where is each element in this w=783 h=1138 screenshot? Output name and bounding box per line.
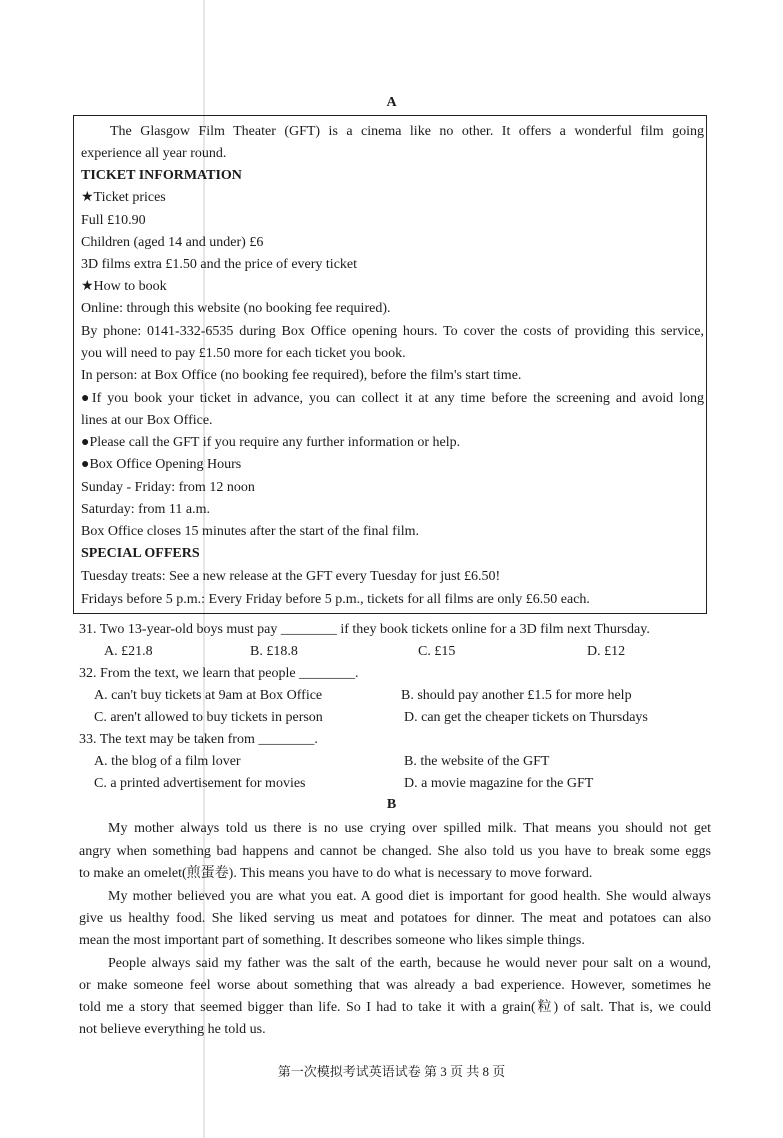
passage-a-line: Tuesday treats: See a new release at the GFT every Tuesday for just £6.50! [81,569,501,584]
question-33-option-a: A. the blog of a film lover [94,754,241,769]
passage-b-line: mean the most important part of something. It describes someone who likes simple things. [79,933,585,948]
question-32-option-a: A. can't buy tickets at 9am at Box Office [94,688,323,703]
passage-b-line: give us healthy food. She liked serving us meat and potatoes for dinner. The meat and potatoes can also [79,911,711,926]
passage-b-line: My mother always told us there is no use crying over spilled milk. That means you should not get [108,821,711,836]
question-33-option-c: C. a printed advertisement for movies [94,776,306,791]
question-31-stem: 31. Two 13-year-old boys must pay ________ if they book tickets online for a 3D film next Thursday. [79,622,650,637]
passage-a-line: Fridays before 5 p.m.: Every Friday before 5 p.m., tickets for all films are only £6.50 each. [81,592,590,607]
question-33-option-d: D. a movie magazine for the GFT [404,776,594,791]
passage-b-line: My mother believed you are what you eat. A good diet is important for good health. She would always [108,889,711,904]
passage-a-line: Box Office closes 15 minutes after the start of the final film. [81,524,419,539]
question-33-option-b: B. the website of the GFT [404,754,550,769]
passage-b-line: People always said my father was the salt of the earth, because he would never pour salt on a wound, [108,956,711,971]
question-31-option-d: D. £12 [587,644,626,659]
passage-b-line: to make an omelet(煎蛋卷). This means you have to do what is necessary to move forward. [79,866,593,881]
passage-a-line: 3D films extra £1.50 and the price of every ticket [81,257,358,272]
passage-a-line: ●Box Office Opening Hours [81,457,242,472]
ticket-information-heading: TICKET INFORMATION [81,168,242,183]
page-footer: 第一次模拟考试英语试卷 第 3 页 共 8 页 [277,1064,506,1079]
passage-a-line: experience all year round. [81,146,227,161]
passage-a-line: Saturday: from 11 a.m. [81,502,210,517]
passage-a-line: The Glasgow Film Theater (GFT) is a cinema like no other. It offers a wonderful film going [110,124,704,139]
question-31-option-a: A. £21.8 [104,644,153,659]
passage-a-line: In person: at Box Office (no booking fee required), before the film's start time. [81,368,522,383]
passage-a-line: Children (aged 14 and under) £6 [81,235,264,250]
passage-b-line: not believe everything he told us. [79,1022,266,1037]
passage-a-line: ●Please call the GFT if you require any further information or help. [81,435,461,450]
special-offers-heading: SPECIAL OFFERS [81,546,200,561]
question-31-option-b: B. £18.8 [250,644,298,659]
passage-b-line: angry when something bad happens and cannot be changed. She also told us you have to break some eggs [79,844,711,859]
section-a-title: A [386,95,397,110]
passage-b-line: or make someone feel worse about something that was already a bad experience. However, sometimes he [79,978,711,993]
question-33-stem: 33. The text may be taken from ________. [79,732,318,747]
passage-a-line: ●If you book your ticket in advance, you can collect it at any time before the screening and avoid long [81,391,704,406]
passage-a-line: you will need to pay £1.50 more for each ticket you book. [81,346,406,361]
question-32-stem: 32. From the text, we learn that people ________. [79,666,359,681]
passage-a-line: Sunday - Friday: from 12 noon [81,480,255,495]
question-32-option-c: C. aren't allowed to buy tickets in person [94,710,323,725]
section-b-title: B [386,797,397,812]
passage-a-line: By phone: 0141-332-6535 during Box Office opening hours. To cover the costs of providing this service, [81,324,704,339]
passage-a-line: ★How to book [81,279,167,294]
passage-a-line: ★Ticket prices [81,190,166,205]
question-32-option-d: D. can get the cheaper tickets on Thursdays [404,710,648,725]
passage-a-line: Full £10.90 [81,213,146,228]
passage-a-line: Online: through this website (no booking fee required). [81,301,391,316]
question-31-option-c: C. £15 [418,644,456,659]
passage-b-line: told me a story that seemed bigger than life. So I had to take it with a grain(粒) of salt. That is, we could [79,1000,711,1015]
question-32-option-b: B. should pay another £1.5 for more help [401,688,632,703]
passage-a-line: lines at our Box Office. [81,413,213,428]
